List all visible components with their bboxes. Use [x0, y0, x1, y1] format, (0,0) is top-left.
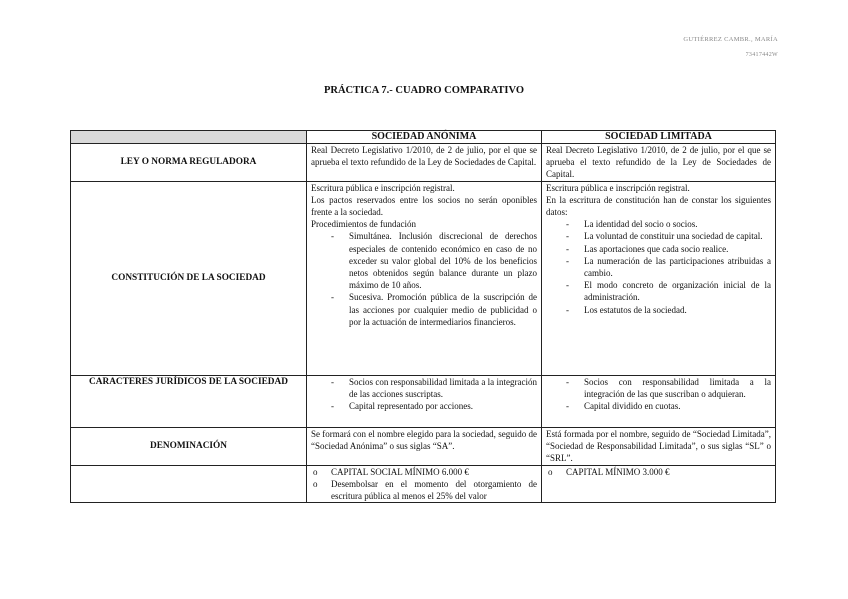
- constitucion-sa-p3: Procedimientos de fundación: [311, 219, 416, 230]
- capital-sa-list: [311, 466, 537, 503]
- constitucion-sa-p1: Escritura pública e inscripción registral.: [311, 182, 455, 193]
- column-header-sl: SOCIEDAD LIMITADA: [542, 131, 776, 144]
- caracteres-sa-list: [311, 376, 537, 413]
- constitucion-sl-p2: En la escritura de constitución han de constar los siguientes datos:: [546, 194, 771, 218]
- list-item: - Las aportaciones que cada socio realice.: [566, 243, 771, 255]
- capital-sl-cell: [542, 465, 776, 503]
- list-item: - La numeración de las participaciones atribuidas a cambio.: [566, 255, 771, 279]
- table-row: [71, 144, 776, 182]
- constitucion-sa-list: [311, 230, 537, 328]
- denominacion-sa-cell: Se formará con el nombre elegido para la sociedad, seguido de “Sociedad Anónima” o sus siglas “SA”.: [307, 427, 542, 465]
- list-item: - El modo concreto de organización inicial de la administración.: [566, 279, 771, 303]
- denominacion-sl-cell: Está formada por el nombre, seguido de “Sociedad Limitada”, “Sociedad de Responsabilidad Limitada”, o sus siglas “SL” o “SRL”.: [542, 427, 776, 465]
- list-item: - Los estatutos de la sociedad.: [566, 304, 771, 316]
- header-author: GUTIÉRREZ CAMBR., MARÍA: [683, 36, 778, 43]
- caracteres-sa-cell: [307, 375, 542, 427]
- row-label-constitucion: CONSTITUCIÓN DE LA SOCIEDAD: [71, 181, 307, 375]
- row-label-caracteres: CARACTERES JURÍDICOS DE LA SOCIEDAD: [71, 375, 307, 427]
- list-item: - La voluntad de constituir una sociedad de capital.: [566, 230, 771, 242]
- capital-sl-list: [546, 466, 771, 478]
- list-item: o CAPITAL MÍNIMO 3.000 €: [546, 466, 771, 478]
- list-item: - Sucesiva. Promoción pública de la suscripción de las acciones por cualquier medio de publicidad o por la actuación de intermediarios financieros.: [331, 291, 537, 328]
- caracteres-sl-list: [546, 376, 771, 413]
- row-label-capital: [71, 465, 307, 503]
- row-label-denominacion: DENOMINACIÓN: [71, 427, 307, 465]
- list-item: - Capital dividido en cuotas.: [566, 400, 771, 412]
- capital-sa-cell: [307, 465, 542, 503]
- table-row: [71, 427, 776, 465]
- list-item: o CAPITAL SOCIAL MÍNIMO 6.000 €: [311, 466, 537, 478]
- comparison-table: [70, 130, 776, 503]
- list-item: - Socios con responsabilidad limitada a la integración de las acciones suscriptas.: [331, 376, 537, 400]
- ley-sa-cell: Real Decreto Legislativo 1/2010, de 2 de julio, por el que se aprueba el texto refundido de la Ley de Sociedades de Capital.: [307, 144, 542, 182]
- row-label-ley: LEY O NORMA REGULADORA: [71, 144, 307, 182]
- list-item: - La identidad del socio o socios.: [566, 218, 771, 230]
- page-title: PRÁCTICA 7.- CUADRO COMPARATIVO: [323, 85, 525, 96]
- table-row: [71, 181, 776, 375]
- table-header-row: [71, 131, 776, 144]
- table-row: [71, 375, 776, 427]
- list-item: - Simultánea. Inclusión discrecional de derechos especiales de contenido económico en caso de no exceder su valor global del 10% de los beneficios netos obtenidos según balance durante un plazo máximo de 10 años.: [331, 230, 537, 291]
- constitucion-sl-list: [546, 218, 771, 316]
- ley-sl-cell: Real Decreto Legislativo 1/2010, de 2 de julio, por el que se aprueba el texto refundido de la Ley de Sociedades de Capital.: [542, 144, 776, 182]
- list-item: - Socios con responsabilidad limitada a la integración de las que suscriban o adquieran.: [566, 376, 771, 400]
- table-row: [71, 465, 776, 503]
- list-item: o Desembolsar en el momento del otorgamiento de escritura pública al menos el 25% del valor: [311, 478, 537, 502]
- header-code: 73417442W: [745, 52, 778, 58]
- constitucion-sa-cell: [307, 181, 542, 375]
- constitucion-sa-p2: Los pactos reservados entre los socios no serán oponibles frente a la sociedad.: [311, 194, 537, 218]
- list-item: - Capital representado por acciones.: [331, 400, 537, 412]
- column-header-sa: SOCIEDAD ANÓNIMA: [307, 131, 542, 144]
- constitucion-sl-p1: Escritura pública e inscripción registral.: [546, 182, 690, 193]
- header-blank-cell: [71, 131, 307, 144]
- constitucion-sl-cell: [542, 181, 776, 375]
- caracteres-sl-cell: [542, 375, 776, 427]
